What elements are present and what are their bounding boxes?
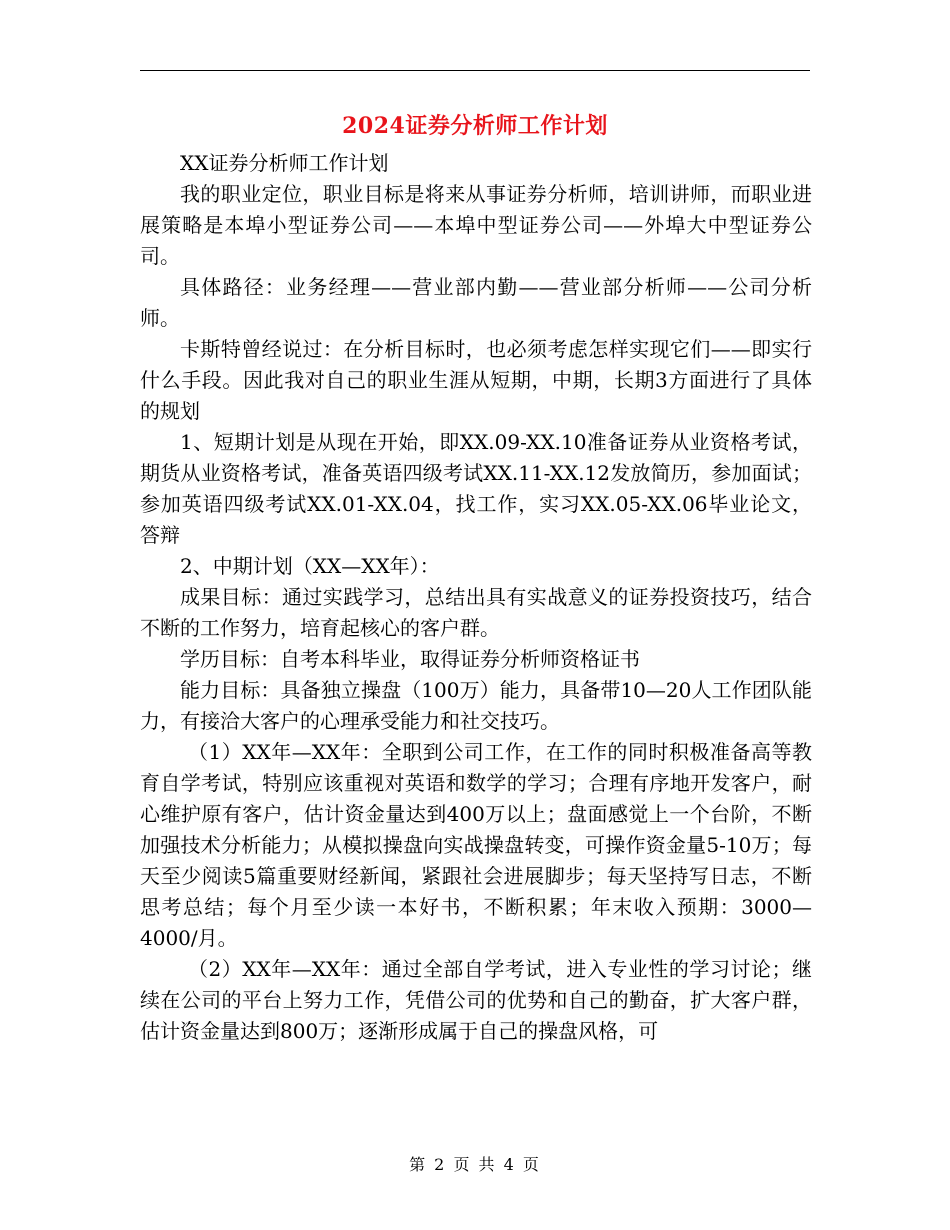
paragraph-education-goal: 学历目标：自考本科毕业，取得证券分析师资格证书: [180, 647, 640, 671]
header-rule: [140, 70, 810, 71]
paragraph-stage-2: （2）XX年—XX年：通过全部自学考试，进入专业性的学习讨论；继续在公司的平台上努力工作，凭借公司的优势和自己的勤奋，扩大客户群，估计资金量达到800万；逐渐形成属于自己的操盘风格，可: [140, 957, 812, 1043]
document-body: [140, 148, 812, 1047]
paragraph-specific-path: 具体路径：业务经理——营业部内勤——营业部分析师——公司分析师。: [140, 275, 812, 330]
paragraph-ability-goal: 能力目标：具备独立操盘（100万）能力，具备带10—20人工作团队能力，有接洽大客户的心理承受能力和社交技巧。: [140, 678, 812, 733]
paragraph-career-positioning: 我的职业定位，职业目标是将来从事证券分析师，培训讲师，而职业进展策略是本埠小型证券公司——本埠中型证券公司——外埠大中型证券公司。: [140, 182, 812, 268]
page-number-footer: 第 2 页 共 4 页: [409, 1155, 541, 1174]
document-title: 2024证券分析师工作计划: [342, 113, 608, 139]
paragraph-outcome-goal: 成果目标：通过实践学习，总结出具有实战意义的证券投资技巧，结合不断的工作努力，培育起核心的客户群。: [140, 585, 812, 640]
paragraph-short-term-plan: 1、短期计划是从现在开始，即XX.09-XX.10准备证券从业资格考试，期货从业资格考试，准备英语四级考试XX.11-XX.12发放简历，参加面试；参加英语四级考试XX.01-XX.04，找工作，实习XX.05-XX.06毕业论文，答辩: [140, 430, 812, 547]
paragraph-stage-1: （1）XX年—XX年：全职到公司工作，在工作的同时积极准备高等教育自学考试，特别应该重视对英语和数学的学习；合理有序地开发客户，耐心维护原有客户，估计资金量达到400万以上；盘面感觉上一个台阶，不断加强技术分析能力；从模拟操盘向实战操盘转变，可操作资金量5-10万；每天至少阅读5篇重要财经新闻，紧跟社会进展脚步；每天坚持写日志，不断思考总结；每个月至少读一本好书，不断积累；年末收入预期：3000—4000/月。: [140, 740, 812, 950]
paragraph-quote: 卡斯特曾经说过：在分析目标时，也必须考虑怎样实现它们——即实行什么手段。因此我对自己的职业生涯从短期，中期，长期3方面进行了具体的规划: [140, 337, 812, 423]
paragraph-heading: XX证券分析师工作计划: [180, 151, 389, 175]
paragraph-mid-term-heading: 2、中期计划（XX—XX年）：: [180, 554, 440, 578]
